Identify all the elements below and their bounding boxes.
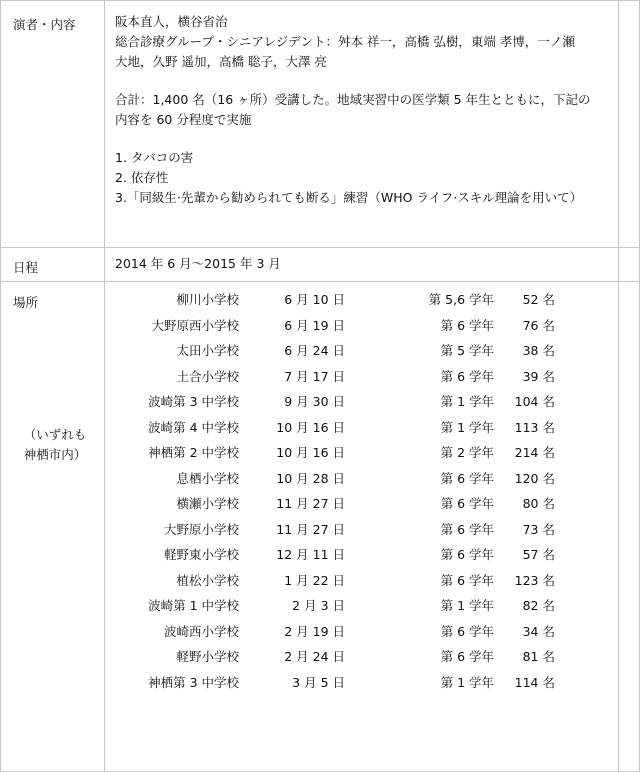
school-name: 波崎第 3 中学校 (148, 394, 239, 409)
school-name: 神栖第 2 中学校 (148, 445, 239, 460)
grade-level: 第 5 学年 (440, 343, 494, 358)
attendee-count: 73 名 (522, 521, 555, 537)
attendee-count: 104 名 (514, 394, 555, 409)
school-name: 息栖小学校 (176, 470, 239, 486)
summary-line: 合計：1,400 名（16 ヶ所）受講した。地域実習中の医学類 5 年生とともに，下記の (115, 92, 591, 107)
grade-level: 第 1 学年 (440, 419, 494, 435)
attendee-count: 120 名 (514, 470, 555, 486)
venue-row (1, 622, 640, 642)
row-divider-schedule (1, 281, 639, 282)
grade-level: 第 6 学年 (440, 572, 494, 588)
grade-level: 第 6 学年 (440, 470, 494, 486)
session-date: 6 月 19 日 (284, 317, 345, 333)
schedule-value: 2014 年 6 月～2015 年 3 月 (115, 256, 281, 271)
grade-level: 第 1 学年 (440, 394, 494, 409)
school-name: 土合小学校 (176, 368, 239, 384)
grade-level: 第 6 学年 (440, 623, 494, 639)
content-item: 3.「同級生·先輩から勧められても断る」練習（WHO ライフ·スキル理論を用いて） (115, 190, 583, 205)
school-name: 波崎第 4 中学校 (148, 419, 239, 435)
row-divider-performers (1, 247, 639, 248)
venue-row (1, 673, 640, 693)
content-item: 2. 依存性 (115, 170, 169, 185)
venue-row (1, 341, 640, 361)
venue-row (1, 469, 640, 489)
performers-line: 阪本直人，横谷省治 (115, 14, 228, 29)
school-name: 軽野東小学校 (163, 547, 239, 562)
session-date: 2 月 24 日 (284, 649, 345, 664)
school-name: 軽野小学校 (176, 649, 239, 664)
venue-row (1, 596, 640, 616)
performers-line: 大地，久野 遥加，高橋 聡子，大澤 亮 (115, 54, 327, 69)
session-date: 2 月 3 日 (292, 598, 345, 613)
attendee-count: 82 名 (522, 598, 555, 613)
session-date: 2 月 19 日 (284, 623, 345, 639)
performers-content (115, 12, 611, 208)
school-name: 波崎第 1 中学校 (148, 598, 239, 613)
attendee-count: 123 名 (514, 572, 555, 588)
venue-row (1, 494, 640, 514)
session-date: 12 月 11 日 (276, 547, 345, 562)
venue-row (1, 520, 640, 540)
venue-row (1, 316, 640, 336)
school-name: 大野原西小学校 (151, 317, 239, 333)
school-name: 神栖第 3 中学校 (148, 674, 239, 690)
venue-row (1, 545, 640, 565)
grade-level: 第 2 学年 (440, 445, 494, 460)
performers-label: 演者・内容 (13, 17, 76, 32)
grade-level: 第 6 学年 (440, 521, 494, 537)
venue-label: 場所 (13, 295, 39, 310)
venue-row (1, 443, 640, 463)
session-date: 10 月 16 日 (276, 445, 345, 460)
school-name: 植松小学校 (176, 572, 239, 588)
attendee-count: 76 名 (522, 317, 555, 333)
school-name: 柳川小学校 (176, 292, 239, 307)
session-date: 7 月 17 日 (284, 368, 345, 384)
session-date: 3 月 5 日 (292, 674, 345, 690)
session-date: 6 月 10 日 (284, 292, 345, 307)
school-name: 大野原小学校 (163, 521, 239, 537)
performers-line: 総合診療グループ・シニアレジデント：舛本 祥一，高橋 弘樹，東端 孝博，一ノ瀬 (115, 34, 575, 49)
attendee-count: 57 名 (522, 547, 555, 562)
venue-row (1, 290, 640, 310)
venue-row (1, 571, 640, 591)
school-name: 太田小学校 (176, 343, 239, 358)
grade-level: 第 5,6 学年 (428, 292, 494, 307)
attendee-count: 113 名 (514, 419, 555, 435)
attendee-count: 114 名 (514, 674, 555, 690)
session-date: 11 月 27 日 (276, 496, 345, 511)
session-date: 10 月 28 日 (276, 470, 345, 486)
schedule-label: 日程 (13, 260, 39, 275)
content-item: 1. タバコの害 (115, 150, 194, 165)
attendee-count: 214 名 (514, 445, 555, 460)
grade-level: 第 6 学年 (440, 496, 494, 511)
session-date: 11 月 27 日 (276, 521, 345, 537)
grade-level: 第 6 学年 (440, 368, 494, 384)
grade-level: 第 6 学年 (440, 317, 494, 333)
grade-level: 第 1 学年 (440, 674, 494, 690)
school-name: 波崎西小学校 (163, 623, 239, 639)
summary-line: 内容を 60 分程度で実施 (115, 112, 252, 127)
venue-row (1, 418, 640, 438)
attendee-count: 80 名 (522, 496, 555, 511)
session-date: 6 月 24 日 (284, 343, 345, 358)
school-name: 横瀬小学校 (176, 496, 239, 511)
session-date: 10 月 16 日 (276, 419, 345, 435)
attendee-count: 38 名 (522, 343, 555, 358)
venue-row (1, 367, 640, 387)
attendee-count: 52 名 (522, 292, 555, 307)
attendee-count: 39 名 (522, 368, 555, 384)
session-date: 1 月 22 日 (284, 572, 345, 588)
grade-level: 第 6 学年 (440, 649, 494, 664)
attendee-count: 34 名 (522, 623, 555, 639)
venue-note-line: 神栖市内） (23, 447, 87, 462)
venue-row (1, 392, 640, 412)
venue-row (1, 647, 640, 667)
grade-level: 第 6 学年 (440, 547, 494, 562)
grade-level: 第 1 学年 (440, 598, 494, 613)
session-date: 9 月 30 日 (284, 394, 345, 409)
attendee-count: 81 名 (522, 649, 555, 664)
venue-note-line: （いずれも (23, 427, 87, 442)
